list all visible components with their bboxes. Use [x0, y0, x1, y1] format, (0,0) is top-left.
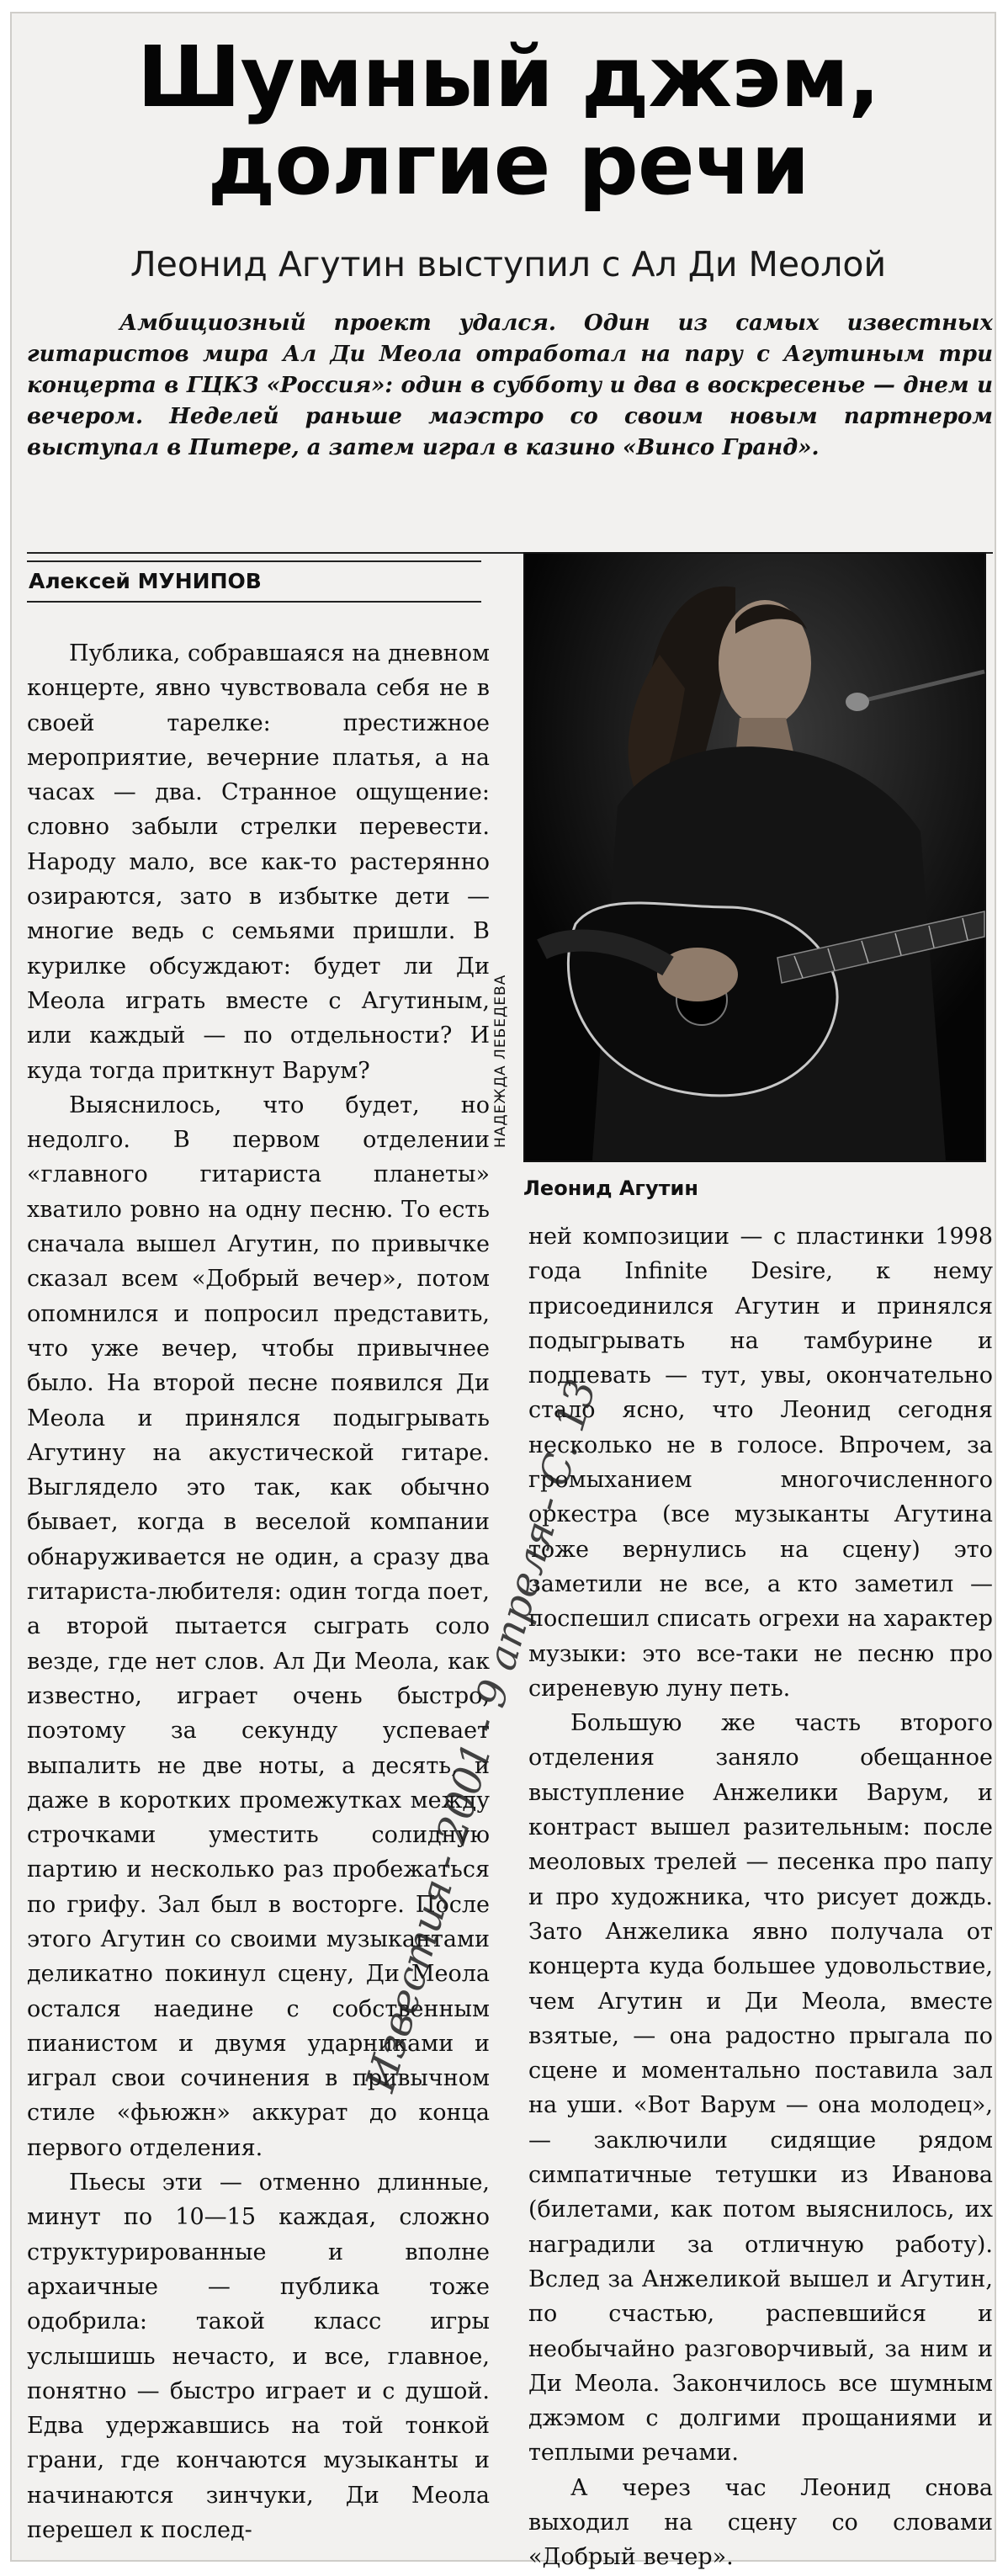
photo-caption: Леонид Агутин	[523, 1176, 698, 1200]
newspaper-clipping	[10, 12, 996, 2571]
author-bottom-rule	[27, 601, 481, 603]
paragraph: Пьесы эти — отменно длинные, минут по 10—15 каждая, сложно структурированные и вполне архаичные — публика тоже одобрила: такой класс игры услышишь нечасто, и все, главное, понятно — быстро играет и с душой. Едва удержавшись на той тонкой грани, где кончаются музыканты и начинаются зинчуки, Ди Меола перешел к послед-	[27, 2170, 490, 2544]
paragraph: Выяснилось, что будет, но недолго. В первом отделении «главного гитариста планеты» хватило ровно на одну песню. То есть сначала вышел Агутин, по привычке сказал всем «Добрый вечер», потом опомнился и попросил представить, что уже вечер, чтобы привычнее было. На второй песне появился Ди Меола и принялся подыгрывать Агутину на акустической гитаре. Выглядело это так, как обычно бывает, когда в веселой компании обнаруживается не один, а сразу два гитариста-любителя: один тогда поет, а второй пытается сыграть соло везде, где нет слов. Ал Ди Меола, как известно, играет очень быстро, поэтому за секунду успевает выпалить не две ноты, а десять, и даже в коротких промежутках между строчками уместить солидную партию и несколько раз пробежаться по грифу. Зал был в восторге. После этого Агутин со своими музыкантами деликатно покинул сцену, Ди Меола остался наедине с собственным пианистом и двумя ударниками и играл свои сочинения в привычном стиле «фьюжн» аккурат до конца первого отделения.	[27, 1091, 490, 2161]
subheadline: Леонид Агутин выступил с Ал Ди Меолой	[130, 244, 887, 284]
paragraph: Публика, собравшаяся на дневном концерте, явно чувствовала себя не в своей тарелке: престижное мероприятие, вечерние платья, а на часах — два. Странное ощущение: словно забыли стрелки перевести. Народу мало, все как-то растерянно озираются, зато в избытке дети — многие ведь с семьями пришли. В курилке обсуждают: будет ли Ди Меола играть вместе с Агутиным, или каждый — по отдельности? И куда тогда приткнут Варум?	[27, 640, 490, 1084]
paragraph: Большую же часть второго отделения заняло обещанное выступление Анжелики Варум, и контраст вышел разительным: после меоловых трелей — песенка про папу и про художника, что рисует дождь. Зато Анжелика явно получала от концерта куда большее удовольствие, чем Агутин и Ди Меола, вместе взятые, — она радостно прыгала по сцене и моментально поставила зал на уши. «Вот Варум — она молодец», — заключили сидящие рядом симпатичные тетушки из Иванова (билетами, как потом выяснилось, их наградили за отличную работу). Вслед за Анжеликой вышел и Агутин, по счастью, распевшийся и необычайно разговорчивый, за ним и Ди Меола. Закончилось все шумным джэмом с долгими прощаниями и теплыми речами.	[528, 1710, 993, 2467]
paragraph: ней композиции — с пластинки 1998 года Infinite Desire, к нему присоединился Агутин и принялся подыгрывать на тамбурине и подпевать — тут, увы, окончательно стало ясно, что Леонид сегодня несколько не в голосе. Впрочем, за громыханием многочисленного оркестра (все музыканты Агутина тоже вернулись на сцену) это заметили не все, а кто заметил — поспешил списать огрехи на характер музыки: это все-таки не песню про сиреневую луну петь.	[528, 1224, 993, 1702]
headline-line-2: долгие речи	[207, 115, 809, 214]
article-column-left	[27, 636, 490, 2544]
headline-line-1: Шумный джэм,	[136, 28, 880, 126]
guitarist-photo-illustration	[525, 554, 984, 1161]
lead-paragraph: Амбициозный проект удался. Один из самых известных гитаристов мира Ал Ди Меола отработал на пару с Агутиным три концерта в ГЦКЗ «Россия»: один в субботу и два в воскресенье — днем и вечером. Неделей раньше маэстро со своим новым партнером выступал в Питере, а затем играл в казино «Винсо Гранд».	[27, 311, 993, 460]
photo-credit: НАДЕЖДА ЛЕБЕДЕВА	[492, 974, 509, 1149]
paragraph: А через час Леонид снова выходил на сцену со словами «Добрый вечер».	[528, 2474, 993, 2571]
author-byline: Алексей МУНИПОВ	[29, 569, 262, 593]
handwritten-annotation: Известия - 2001 - 9 апреля - С. 13	[357, 1374, 606, 2097]
headline	[29, 28, 988, 214]
author-top-rule	[27, 560, 481, 562]
concert-photo	[523, 552, 986, 1162]
